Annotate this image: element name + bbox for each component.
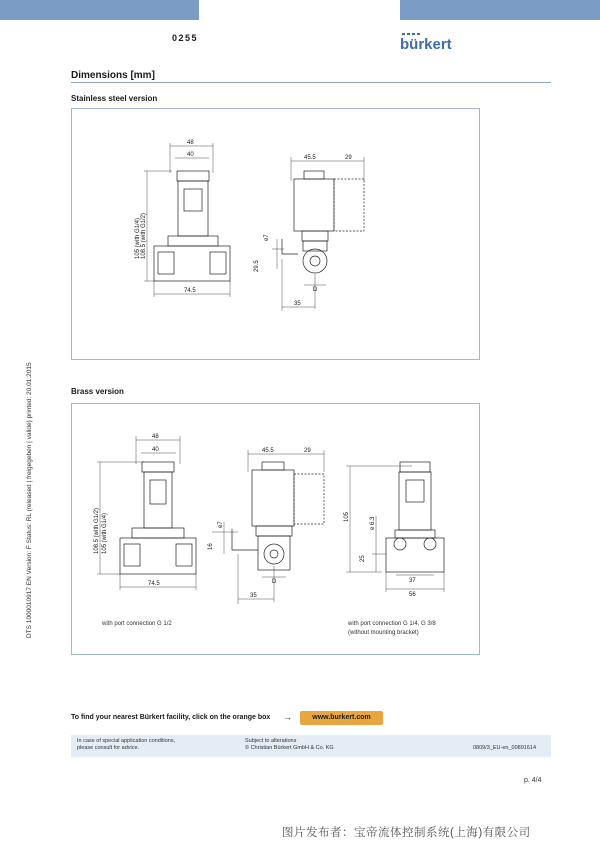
- brass-dim-45-5: 45.5: [262, 448, 274, 454]
- brass-section-title: Brass version: [71, 387, 124, 396]
- stainless-dim-29: 29: [345, 155, 352, 161]
- stainless-dim-74-5: 74.5: [184, 288, 196, 294]
- brass-drawing-panel: [71, 403, 480, 655]
- header-band-left: [0, 0, 199, 20]
- brass-dim-108-5: 108.5 (with G1/2): [94, 507, 100, 554]
- brass-caption-right-2: (without mounting bracket): [348, 630, 419, 636]
- logo-text: bürkert: [400, 36, 452, 52]
- stainless-side-view: [272, 157, 364, 311]
- brass-drawing: [72, 404, 479, 654]
- brass-dim-105-small: 105: [344, 511, 350, 522]
- page-number: p. 4/4: [524, 777, 542, 784]
- brass-dim-105: 105 (with G1/4): [102, 512, 108, 554]
- page-title: Dimensions [mm]: [71, 70, 155, 81]
- header-band-right: [400, 0, 600, 20]
- footer-left-line-1: In case of special application conditions,: [77, 738, 176, 744]
- footer-doc-code: 0809/3_EU-en_00891614: [473, 745, 537, 751]
- footer-box: [71, 735, 551, 757]
- brass-dim-29: 29: [304, 448, 311, 454]
- stainless-section-title: Stainless steel version: [71, 94, 158, 103]
- brass-dim-56: 56: [409, 592, 416, 598]
- brass-dim-16: 16: [208, 543, 214, 550]
- arrow-right-icon: →: [283, 712, 292, 722]
- brass-dim-74-5: 74.5: [148, 581, 160, 587]
- brass-small-view: [346, 462, 444, 592]
- stainless-dim-45-5: 45.5: [304, 155, 316, 161]
- brass-dim-37: 37: [409, 578, 416, 584]
- stainless-dim-29-5: 29.5: [254, 260, 260, 272]
- stainless-dim-105: 105 (with G1/4): [135, 217, 141, 259]
- stainless-dim-e7: e7: [264, 234, 270, 241]
- title-rule: [71, 82, 551, 83]
- footer-mid-line-2: © Christian Bürkert GmbH & Co. KG: [245, 745, 334, 751]
- stainless-dim-40: 40: [187, 152, 194, 158]
- burkert-website-button[interactable]: www.burkert.com: [300, 711, 383, 725]
- product-code: 0255: [172, 33, 199, 43]
- brass-side-view: [212, 450, 324, 604]
- brass-dim-e6-3: e 6.3: [370, 516, 376, 530]
- brass-caption-left: with port connection G 1/2: [102, 621, 172, 627]
- stainless-drawing: [72, 109, 479, 359]
- footer-mid-line-1: Subject to alterations: [245, 738, 297, 744]
- footer-left-line-2: please consult for advice.: [77, 745, 140, 751]
- cta-text: To find your nearest Bürkert facility, click on the orange box: [71, 714, 271, 721]
- stainless-dim-48: 48: [187, 140, 194, 146]
- brass-dim-d: D: [272, 579, 277, 585]
- brass-dim-40: 40: [152, 447, 159, 453]
- stainless-dim-35: 35: [294, 301, 301, 307]
- brass-dim-48: 48: [152, 434, 159, 440]
- watermark: 图片发布者：宝帝流体控制系统(上海)有限公司: [282, 827, 531, 839]
- brass-dim-e7: e7: [218, 521, 224, 528]
- brass-dim-35: 35: [250, 593, 257, 599]
- document-sidebar-text: DTS 1000010917 EN Version: F Status: RL (released | freigegeben | validé) printed: 20.01.2015: [26, 362, 33, 638]
- brass-dim-25: 25: [360, 555, 366, 562]
- stainless-dim-d: D: [313, 287, 318, 293]
- brass-caption-right-1: with port connection G 1/4, G 3/8: [348, 621, 436, 627]
- footer-left: [77, 738, 175, 752]
- footer-middle: [245, 738, 334, 752]
- stainless-front-view: [144, 143, 230, 297]
- stainless-drawing-panel: [71, 108, 480, 360]
- stainless-dim-108-5: 108.5 (with G1/2): [141, 212, 147, 259]
- brass-front-view: [97, 436, 196, 590]
- burkert-logo: [400, 32, 460, 52]
